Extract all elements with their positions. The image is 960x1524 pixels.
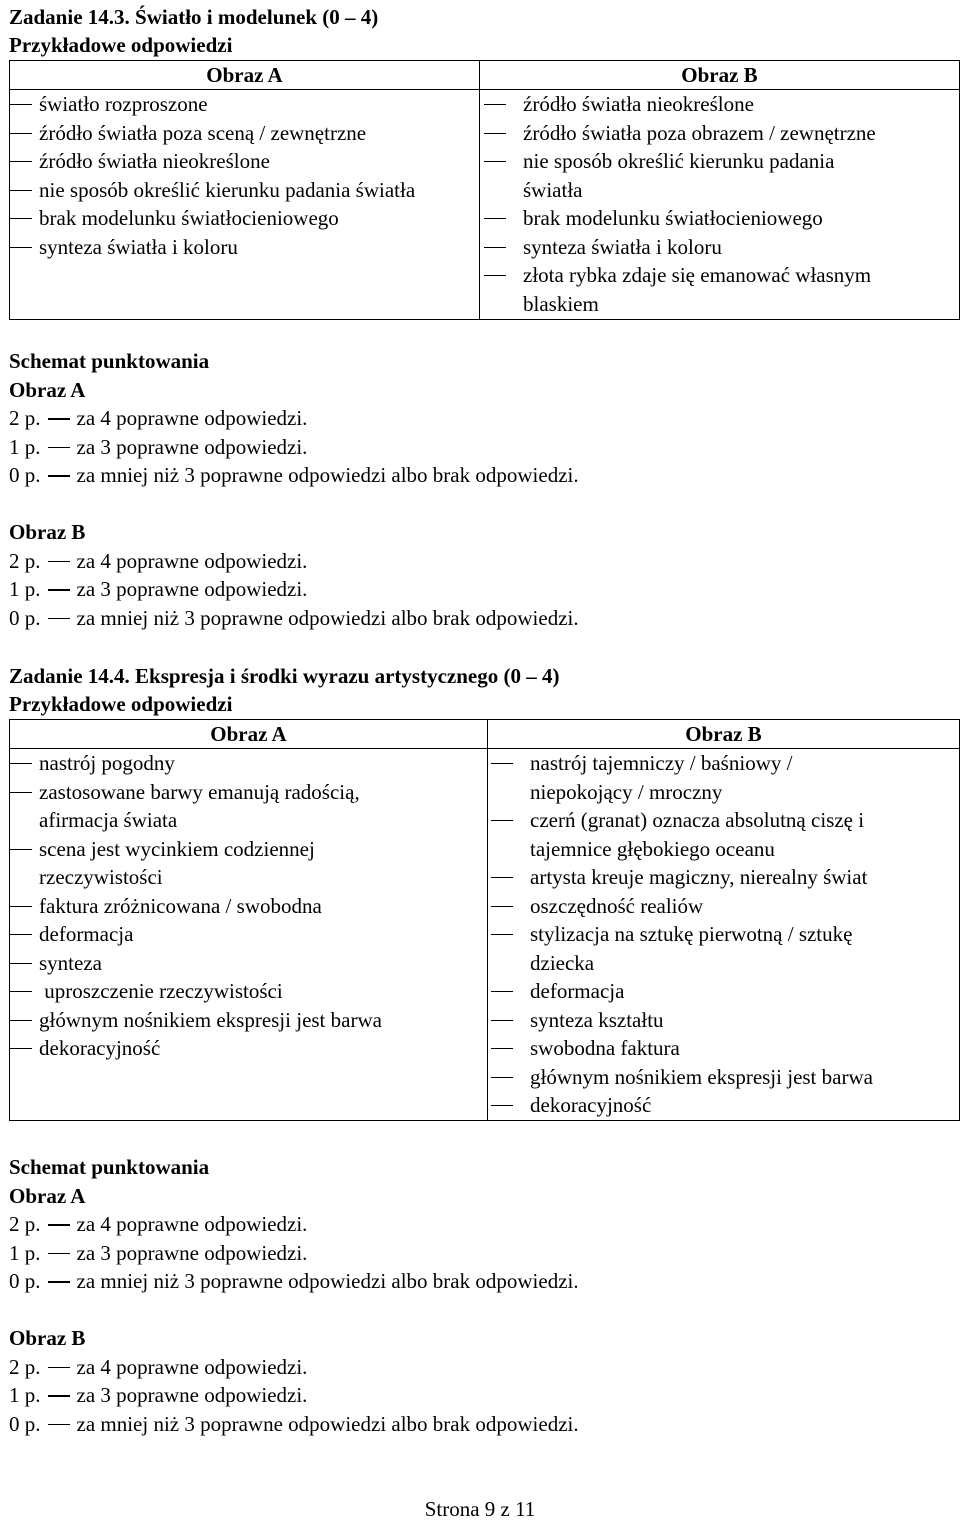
list-item: zastosowane barwy emanują radością, afirmacja świata [10,778,487,835]
task-subtitle: Przykładowe odpowiedzi [9,33,233,57]
scheme-row [9,1210,579,1239]
list-item: dekoracyjność [10,1034,487,1063]
list-item: deformacja [10,920,487,949]
criterion: za 3 poprawne odpowiedzi. [76,577,308,601]
task-title: Zadanie 14.4. Ekspresja i środki wyrazu artystycznego (0 – 4) [9,664,560,688]
col-b-cell [488,749,960,1121]
points: 1 p. [9,1240,41,1265]
spacer [9,1296,579,1325]
dash [48,475,70,476]
col-a-cell [10,749,488,1121]
dash [48,1224,70,1225]
col-b-list [480,90,959,318]
list-item: źródło światła poza obrazem / zewnętrzne [480,119,959,148]
list-item: źródło światła nieokreślone [10,147,479,176]
criterion: za 4 poprawne odpowiedzi. [76,1212,308,1236]
scheme-title: Schemat punktowania [9,1155,210,1179]
points: 0 p. [9,463,41,487]
points: 0 p. [9,1411,41,1436]
list-item: nie sposób określić kierunku padania światła [10,176,479,205]
scheme-a-header: Obraz A [9,1183,86,1208]
points: 1 p. [9,577,41,601]
list-item: faktura zróżnicowana / swobodna [10,892,487,921]
col-b-cell [480,90,960,320]
list-item: synteza światła i koloru [480,233,959,262]
answers-table [9,60,960,320]
scheme-row [9,575,579,604]
list-item: dekoracyjność [487,1091,959,1120]
criterion: za 3 poprawne odpowiedzi. [76,1383,308,1407]
scheme-row [9,1410,579,1439]
list-item: nastrój tajemniczy / baśniowy / niepokojący / mroczny [487,749,959,806]
points: 2 p. [9,1212,41,1236]
scoring-scheme [9,347,579,632]
scheme-title: Schemat punktowania [9,349,210,373]
dash [48,1367,70,1368]
col-a-header: Obraz A [10,720,488,749]
list-item: złota rybka zdaje się emanować własnym blaskiem [480,261,959,318]
col-b-header: Obraz B [488,720,960,749]
criterion: za 3 poprawne odpowiedzi. [76,434,308,459]
list-item: scena jest wycinkiem codziennej rzeczywistości [10,835,487,892]
scheme-row [9,1353,579,1382]
col-a-header: Obraz A [10,61,480,90]
list-item: źródło światła poza sceną / zewnętrzne [10,119,479,148]
points: 0 p. [9,605,41,630]
col-a-cell [10,90,480,320]
list-item: czerń (granat) oznacza absolutną ciszę i tajemnice głębokiego oceanu [487,806,959,863]
scheme-row [9,1239,579,1268]
criterion: za mniej niż 3 poprawne odpowiedzi albo brak odpowiedzi. [76,463,579,487]
points: 1 p. [9,434,41,459]
dash [48,589,70,590]
list-item: deformacja [487,977,959,1006]
scheme-row [9,1267,579,1296]
dash [48,561,70,562]
scheme-row [9,433,579,462]
list-item: brak modelunku światłocieniowego [10,204,479,233]
criterion: za 3 poprawne odpowiedzi. [76,1240,308,1265]
list-item: nastrój pogodny [10,749,487,778]
list-item: głównym nośnikiem ekspresji jest barwa [10,1006,487,1035]
list-item: stylizacja na sztukę pierwotną / sztukę dziecka [487,920,959,977]
dash [48,447,70,448]
list-item: synteza kształtu [487,1006,959,1035]
points: 2 p. [9,406,41,430]
list-item: synteza światła i koloru [10,233,479,262]
scheme-row [9,547,579,576]
answers-table [9,719,960,1121]
scheme-row [9,1381,579,1410]
scoring-scheme [9,1153,579,1438]
list-item: źródło światła nieokreślone [480,90,959,119]
page-footer: Strona 9 z 11 [424,1497,536,1521]
dash [48,418,70,419]
list-item: światło rozproszone [10,90,479,119]
criterion: za mniej niż 3 poprawne odpowiedzi albo brak odpowiedzi. [76,605,579,630]
col-b-list [487,749,959,1120]
scheme-b-header: Obraz B [9,520,86,544]
col-a-list [10,90,479,261]
criterion: za 4 poprawne odpowiedzi. [76,548,308,573]
dash [48,1395,70,1396]
list-item: głównym nośnikiem ekspresji jest barwa [487,1063,959,1092]
points: 0 p. [9,1269,41,1293]
list-item: synteza [10,949,487,978]
scheme-a-header: Obraz A [9,377,86,402]
points: 1 p. [9,1383,41,1407]
dash [48,618,70,619]
criterion: za mniej niż 3 poprawne odpowiedzi albo brak odpowiedzi. [76,1269,579,1293]
list-item: uproszczenie rzeczywistości [10,977,487,1006]
points: 2 p. [9,548,41,573]
points: 2 p. [9,1354,41,1379]
list-item: swobodna faktura [487,1034,959,1063]
list-item: nie sposób określić kierunku padania światła [480,147,959,204]
scheme-row [9,604,579,633]
criterion: za 4 poprawne odpowiedzi. [76,1354,308,1379]
col-a-list [10,749,487,1063]
scheme-row [9,404,579,433]
list-item: artysta kreuje magiczny, nierealny świat [487,863,959,892]
task-subtitle: Przykładowe odpowiedzi [9,692,233,716]
scheme-row [9,461,579,490]
list-item: brak modelunku światłocieniowego [480,204,959,233]
dash [48,1424,70,1425]
dash [48,1281,70,1282]
criterion: za mniej niż 3 poprawne odpowiedzi albo brak odpowiedzi. [76,1411,579,1436]
task-title: Zadanie 14.3. Światło i modelunek (0 – 4) [9,5,379,29]
criterion: za 4 poprawne odpowiedzi. [76,406,308,430]
list-item: oszczędność realiów [487,892,959,921]
dash [48,1253,70,1254]
spacer [9,490,579,519]
col-b-header: Obraz B [480,61,960,90]
scheme-b-header: Obraz B [9,1326,86,1350]
